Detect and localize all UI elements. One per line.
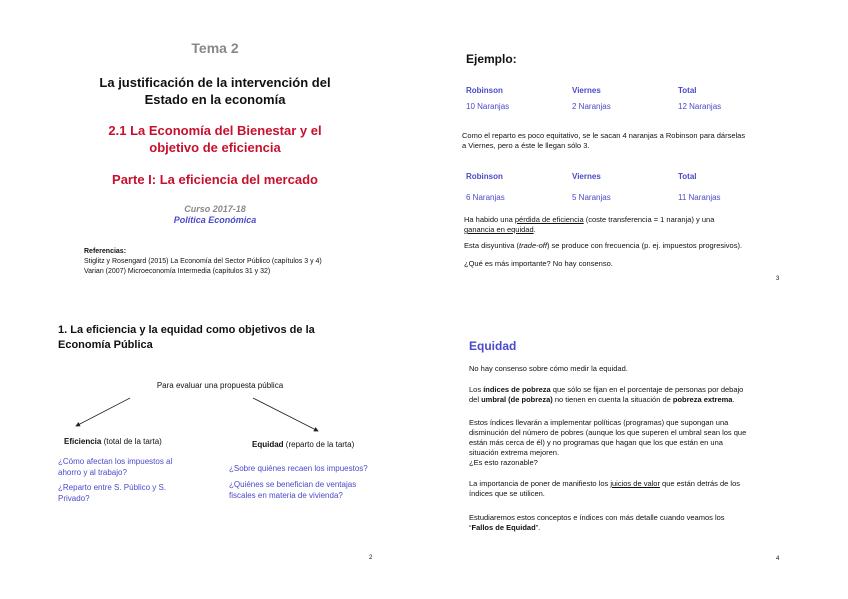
equity-failures-paragraph: Estudiaremos estos conceptos e índices con más detalle cuando veamos los “Fallos de Equidad”. [469, 513, 725, 532]
efficiency-question: ¿Reparto entre S. Público y S. Privado? [58, 483, 167, 503]
page-number: 4 [776, 556, 780, 562]
table-header-robinson: Robinson [466, 86, 503, 95]
section-heading-line2: Economía Pública [58, 339, 153, 351]
table-cell: 6 Naranjas [466, 193, 505, 202]
consensus-question: ¿Qué es más importante? No hay consenso. [464, 259, 613, 268]
table-cell: 2 Naranjas [572, 102, 611, 111]
equity-heading: Equidad [469, 339, 517, 353]
transfer-explanation-line1: Como el reparto es poco equitativo, se le sacan 4 naranjas a Robinson para dárselas [462, 131, 746, 140]
evaluation-label: Para evaluar una propuesta pública [156, 381, 284, 390]
efficiency-loss-text: Ha habido una pérdida de eficiencia (coste transferencia = 1 naranja) y una ganancia en equidad. [464, 215, 715, 234]
page-number: 3 [776, 276, 780, 282]
poverty-index-paragraph: Los índices de pobreza que sólo se fijan en el porcentaje de personas por debajo del umbral (de pobreza) no tienen en cuenta la situación de pobreza extrema. [469, 385, 744, 404]
efficiency-loss-term: pérdida de eficiencia [514, 215, 584, 224]
reference-item: Stiglitz y Rosengard (2015) La Economía del Sector Público (capítulos 3 y 4) [84, 258, 322, 265]
arrow-to-equity [253, 398, 318, 431]
equity-title: Equidad (reparto de la tarta) [252, 440, 355, 449]
references-label: Referencias: [84, 248, 127, 255]
arrow-to-efficiency [76, 398, 130, 426]
topic-label: Tema 2 [191, 40, 239, 56]
part-title: Parte I: La eficiencia del mercado [112, 172, 318, 187]
equity-question: ¿Sobre quiénes recaen los impuestos? [229, 464, 368, 473]
equity-gain-term: ganancia en equidad [464, 225, 534, 234]
table-cell: 11 Naranjas [678, 193, 721, 202]
table-header-total: Total [678, 172, 697, 181]
table-cell: 5 Naranjas [572, 193, 611, 202]
transfer-explanation-line2: a Viernes, pero a éste le llegan sólo 3. [462, 141, 590, 150]
equity-paragraph: No hay consenso sobre cómo medir la equidad. [469, 364, 628, 373]
subtitle-line1: 2.1 La Economía del Bienestar y el [108, 123, 322, 138]
tradeoff-text: Esta disyuntiva (trade-off) se produce con frecuencia (p. ej. impuestos progresivos). [464, 241, 743, 250]
main-title-line1: La justificación de la intervención del [99, 75, 331, 90]
table-cell: 12 Naranjas [678, 102, 722, 111]
course-label: Curso 2017-18 [184, 204, 246, 214]
table-header-total: Total [678, 86, 697, 95]
page-number: 2 [369, 555, 373, 561]
subject-label: Política Económica [173, 215, 257, 225]
table-header-viernes: Viernes [572, 86, 601, 95]
equity-question: ¿Quiénes se benefician de ventajas fiscales en materia de vivienda? [229, 480, 357, 500]
table-header-robinson: Robinson [466, 172, 503, 181]
section-heading-line1: 1. La eficiencia y la equidad como objetivos de la [58, 324, 315, 336]
reference-item: Varian (2007) Microeconomía Intermedia (capítulos 31 y 32) [84, 268, 271, 275]
table-header-viernes: Viernes [572, 172, 601, 181]
efficiency-question: ¿Cómo afectan los impuestos al ahorro y al trabajo? [58, 457, 173, 477]
subtitle-line2: objetivo de eficiencia [149, 140, 281, 155]
main-title-line2: Estado en la economía [144, 92, 286, 107]
value-judgement-paragraph: La importancia de poner de manifiesto los juicios de valor que están detrás de los índices que se utilicen. [469, 479, 741, 498]
efficiency-title: Eficiencia (total de la tarta) [64, 437, 162, 446]
table-cell: 10 Naranjas [466, 102, 510, 111]
example-heading: Ejemplo: [466, 52, 517, 66]
policy-paragraph: Estos índices llevarán a implementar políticas (programas) que supongan una disminución del número de pobres (aunque los que superen el umbral sean los que están más cerca de él) y no programas que hagan que los que están en una situación extrema mejoren. ¿Es esto razonable? [469, 418, 747, 467]
